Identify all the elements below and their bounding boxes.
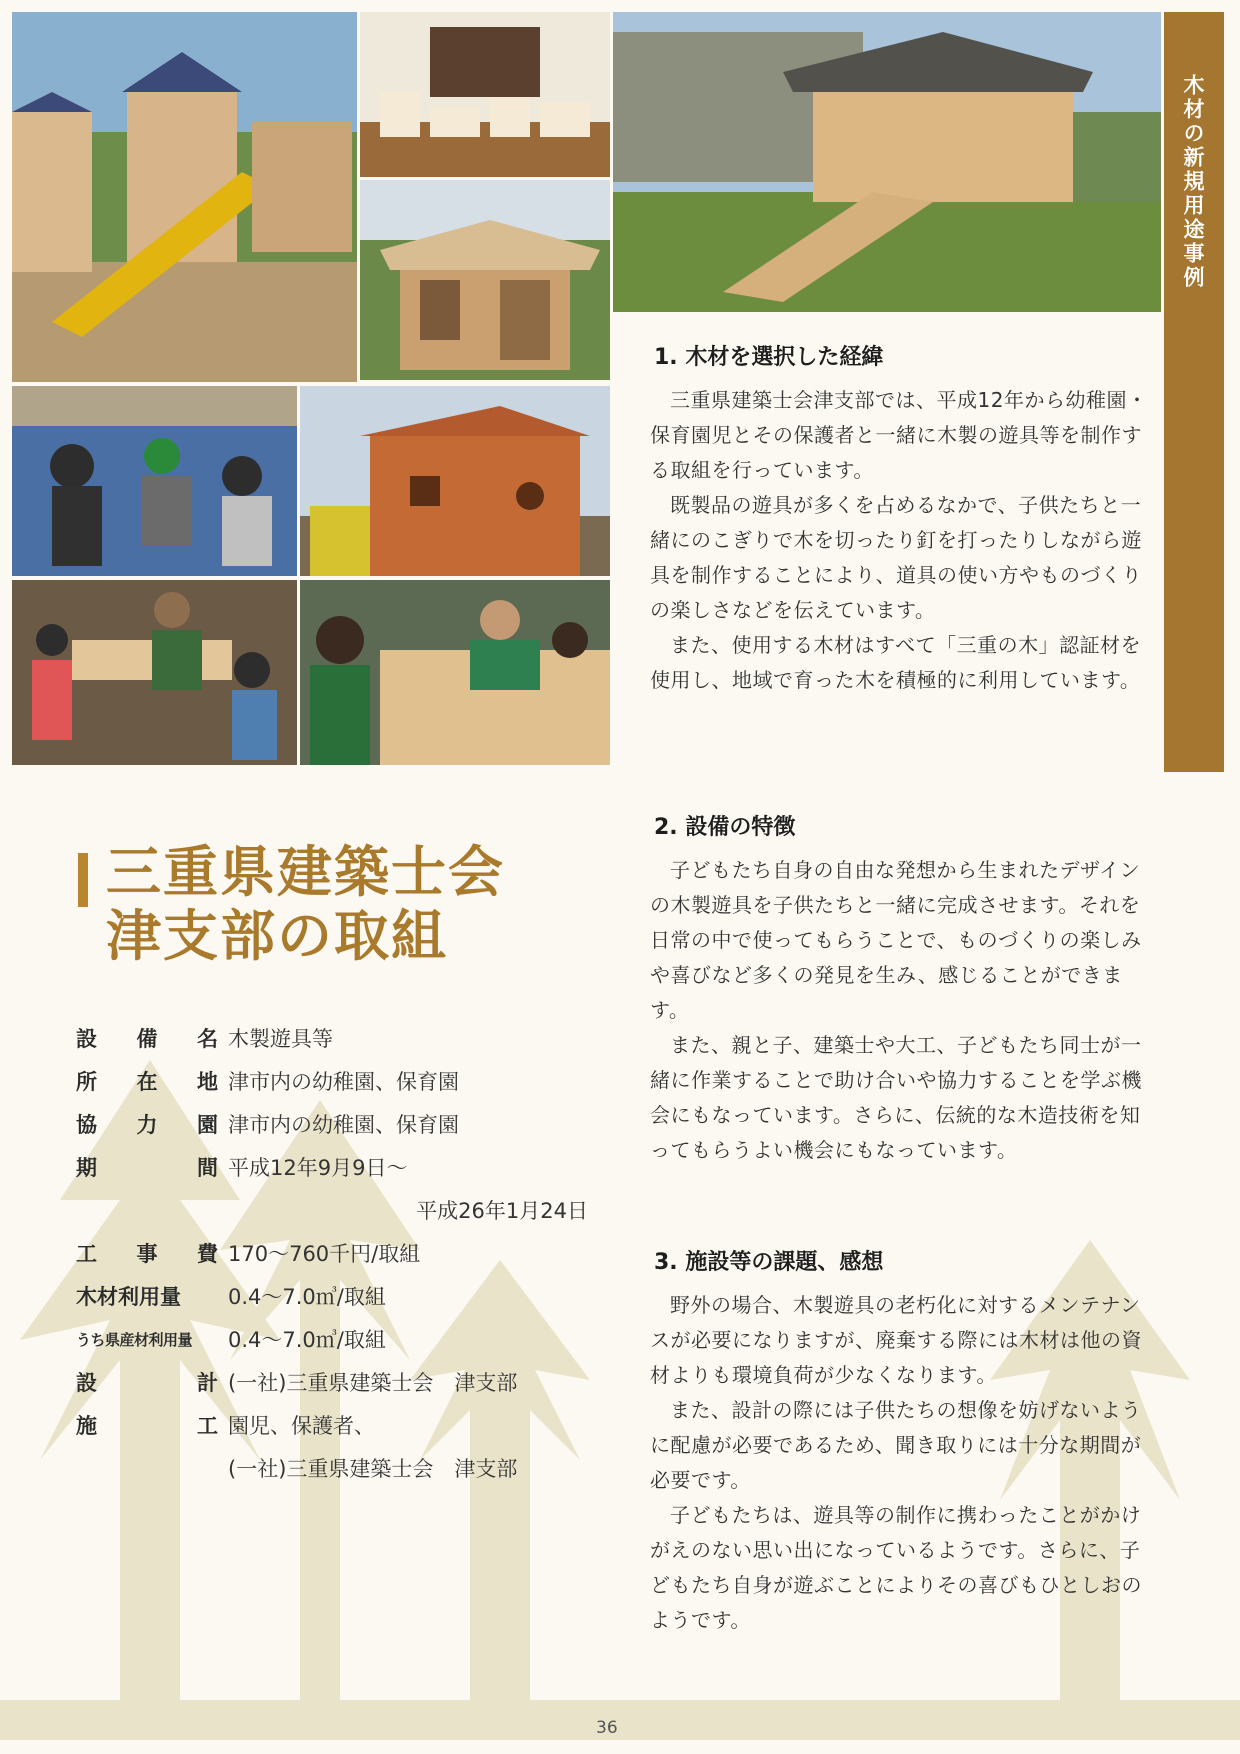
info-label (76, 1276, 228, 1319)
info-label-char: 木材利用量 (76, 1285, 181, 1309)
info-label-char: 期 (76, 1156, 97, 1180)
info-label-char: 施 (76, 1414, 97, 1438)
info-label-char: 備 (136, 1027, 158, 1051)
info-label (76, 1319, 228, 1362)
section-background (650, 340, 1155, 698)
section-features (650, 810, 1155, 1168)
photo-wooden-house-kids (300, 386, 610, 576)
page-number: 36 (596, 1718, 618, 1738)
section-paragraph: 子どもたち自身の自由な発想から生まれたデザインの木製遊具を子供たちと一緒に完成させます。それを日常の中で使ってもらうことで、ものづくりの楽しみや喜びなど多くの発見を生み、感じることができます。 (650, 858, 1142, 1022)
info-label-char: 工 (197, 1414, 218, 1438)
info-row (76, 1405, 616, 1448)
section-heading: 2. 設備の特徴 (654, 815, 796, 840)
info-row (76, 1147, 616, 1190)
page-title (106, 840, 505, 968)
info-label-char: 在 (136, 1070, 158, 1094)
info-label (76, 1233, 228, 1276)
info-label (76, 1362, 228, 1405)
info-value-continuation: (一社)三重県建築士会 津支部 (228, 1457, 518, 1481)
info-label (76, 1061, 228, 1104)
photo-children-table (12, 580, 297, 765)
info-label (76, 1018, 228, 1061)
info-label (76, 1104, 228, 1147)
info-label-char: 事 (136, 1242, 158, 1266)
info-label-spacer (76, 1448, 228, 1491)
info-label-char: 設 (76, 1027, 97, 1051)
info-label (76, 1147, 228, 1190)
info-value: 0.4～7.0㎥/取組 (228, 1328, 386, 1352)
info-value: 木製遊具等 (228, 1027, 333, 1051)
category-side-tab-label: 木材の新規用途事例 (1181, 74, 1205, 290)
category-side-tab (1164, 12, 1224, 772)
info-label-char: 園 (197, 1113, 218, 1137)
info-row (76, 1233, 616, 1276)
info-value: 津市内の幼稚園、保育園 (228, 1113, 459, 1137)
page-title-line1: 三重県建築士会 (106, 839, 506, 904)
info-value-continuation: 平成26年1月24日 (416, 1199, 588, 1223)
info-value: 平成12年9月9日～ (228, 1156, 408, 1180)
info-label-char: うち県産材利用量 (76, 1331, 193, 1349)
section-paragraph: また、設計の際には子供たちの想像を妨げないように配慮が必要であるため、聞き取りには十分な期間が必要です。 (650, 1398, 1142, 1492)
photo-elevated-deck (613, 12, 1161, 312)
section-paragraph: また、親と子、建築士や大工、子どもたち同士が一緒に作業することで助け合いや協力することを学ぶ機会にもなっています。さらに、伝統的な木造技術を知ってもらうよい機会にもなっています。 (650, 1033, 1142, 1162)
info-row (76, 1362, 616, 1405)
info-row (76, 1276, 616, 1319)
info-label-char: 協 (76, 1113, 97, 1137)
info-row (76, 1104, 616, 1147)
info-label-char: 費 (197, 1242, 218, 1266)
info-row (76, 1319, 616, 1362)
section-heading: 1. 木材を選択した経緯 (654, 345, 884, 370)
info-value: 津市内の幼稚園、保育園 (228, 1070, 459, 1094)
section-paragraph: また、使用する木材はすべて「三重の木」認証材を使用し、地域で育った木を積極的に利用しています。 (650, 633, 1142, 692)
info-value: 0.4～7.0㎥/取組 (228, 1285, 386, 1309)
info-label-char: 工 (76, 1242, 97, 1266)
photo-playground-slide (12, 12, 357, 382)
section-paragraph: 三重県建築士会津支部では、平成12年から幼稚園・保育園児とその保護者と一緒に木製の遊具等を制作する取組を行っています。 (650, 388, 1148, 482)
info-label-char: 名 (197, 1027, 218, 1051)
photo-wooden-playhouse (360, 180, 610, 380)
info-row (76, 1018, 616, 1061)
photo-wooden-furniture (360, 12, 610, 177)
info-label-char: 所 (76, 1070, 97, 1094)
page-title-line2: 津支部の取組 (106, 903, 449, 968)
photo-hammering-nails (300, 580, 610, 765)
info-label-char: 間 (197, 1156, 218, 1180)
info-row-continuation (76, 1448, 616, 1491)
info-label-char: 地 (197, 1070, 218, 1094)
title-accent-bar (78, 853, 88, 907)
facility-info-table (76, 1018, 616, 1491)
info-label-char: 設 (76, 1371, 97, 1395)
info-row (76, 1061, 616, 1104)
photo-children-building (12, 386, 297, 576)
info-value: 園児、保護者、 (228, 1414, 375, 1438)
info-value: 170～760千円/取組 (228, 1242, 421, 1266)
section-heading: 3. 施設等の課題、感想 (654, 1250, 884, 1275)
info-label-char: 計 (197, 1371, 218, 1395)
info-value: (一社)三重県建築士会 津支部 (228, 1371, 518, 1395)
info-label-char: 力 (136, 1113, 158, 1137)
info-label (76, 1405, 228, 1448)
section-paragraph: 既製品の遊具が多くを占めるなかで、子供たちと一緒にのこぎりで木を切ったり釘を打ったりしながら遊具を制作することにより、道具の使い方やものづくりの楽しさなどを伝えています。 (650, 493, 1142, 622)
section-paragraph: 野外の場合、木製遊具の老朽化に対するメンテナンスが必要になりますが、廃棄する際には木材は他の資材よりも環境負荷が少なくなります。 (650, 1293, 1142, 1387)
section-paragraph: 子どもたちは、遊具等の制作に携わったことがかけがえのない思い出になっているようです。さらに、子どもたち自身が遊ぶことによりその喜びもひとしおのようです。 (650, 1503, 1142, 1632)
section-issues (650, 1245, 1155, 1638)
